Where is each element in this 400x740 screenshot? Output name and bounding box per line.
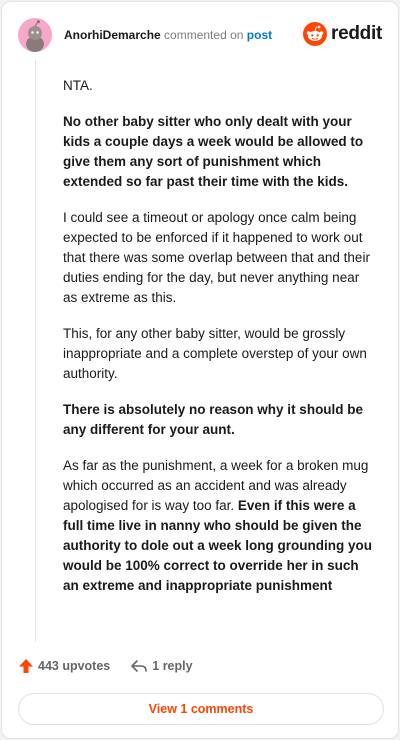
- comment-paragraph-6-bold: Even if this were a full time live in nanny who should be given the authority to dole out a week long grounding you would be 100% correct to override her in such an extreme and inappropriate punishment: [63, 498, 372, 593]
- view-comments-button[interactable]: View 1 comments: [18, 693, 384, 725]
- comment-body: [63, 76, 375, 612]
- reddit-logo[interactable]: [303, 22, 382, 46]
- comment-paragraph-6: [63, 456, 375, 596]
- reply-count: 1 reply: [152, 659, 193, 673]
- snoo-avatar-icon: [18, 18, 52, 52]
- comment-card: [1, 1, 399, 739]
- commented-on-text: commented on: [164, 28, 244, 42]
- upvote-count: 443 upvotes: [38, 659, 111, 673]
- comment-paragraph-2: [63, 112, 375, 192]
- thread-line[interactable]: [35, 60, 36, 642]
- upvote-action[interactable]: [18, 658, 110, 674]
- username[interactable]: AnorhiDemarche: [64, 28, 161, 42]
- comment-header: [64, 28, 272, 42]
- reply-arrow-icon: [130, 658, 148, 674]
- upvote-arrow-icon[interactable]: [18, 658, 34, 674]
- post-link[interactable]: post: [246, 28, 273, 42]
- comment-paragraph-4: This, for any other baby sitter, would be grossly inappropriate and a complete overstep of your own authority.: [63, 326, 367, 381]
- comment-paragraph-1: NTA.: [63, 78, 93, 93]
- comment-paragraph-5: [63, 400, 375, 440]
- comment-paragraph-5-bold: There is absolutely no reason why it should be any different for your aunt.: [63, 402, 364, 437]
- comment-paragraph-6-normal: As far as the punishment, a week for a broken mug which occurred as an accident and was already apologised for is way too far.: [63, 458, 369, 513]
- comment-actions: [18, 658, 193, 674]
- reddit-wordmark: reddit: [331, 23, 382, 44]
- reply-action[interactable]: [130, 658, 192, 674]
- comment-paragraph-2-bold: No other baby sitter who only dealt with your kids a couple days a week would be allowed to give them any sort of punishment which extended so far past their time with the kids.: [63, 114, 364, 189]
- reddit-snoo-icon: [303, 22, 327, 46]
- avatar[interactable]: [18, 18, 52, 52]
- comment-paragraph-3: I could see a timeout or apology once calm being expected to be enforced if it happened to work out that there was some overlap between that and their duties ending for the day, but never anything near as extreme as this.: [63, 210, 370, 305]
